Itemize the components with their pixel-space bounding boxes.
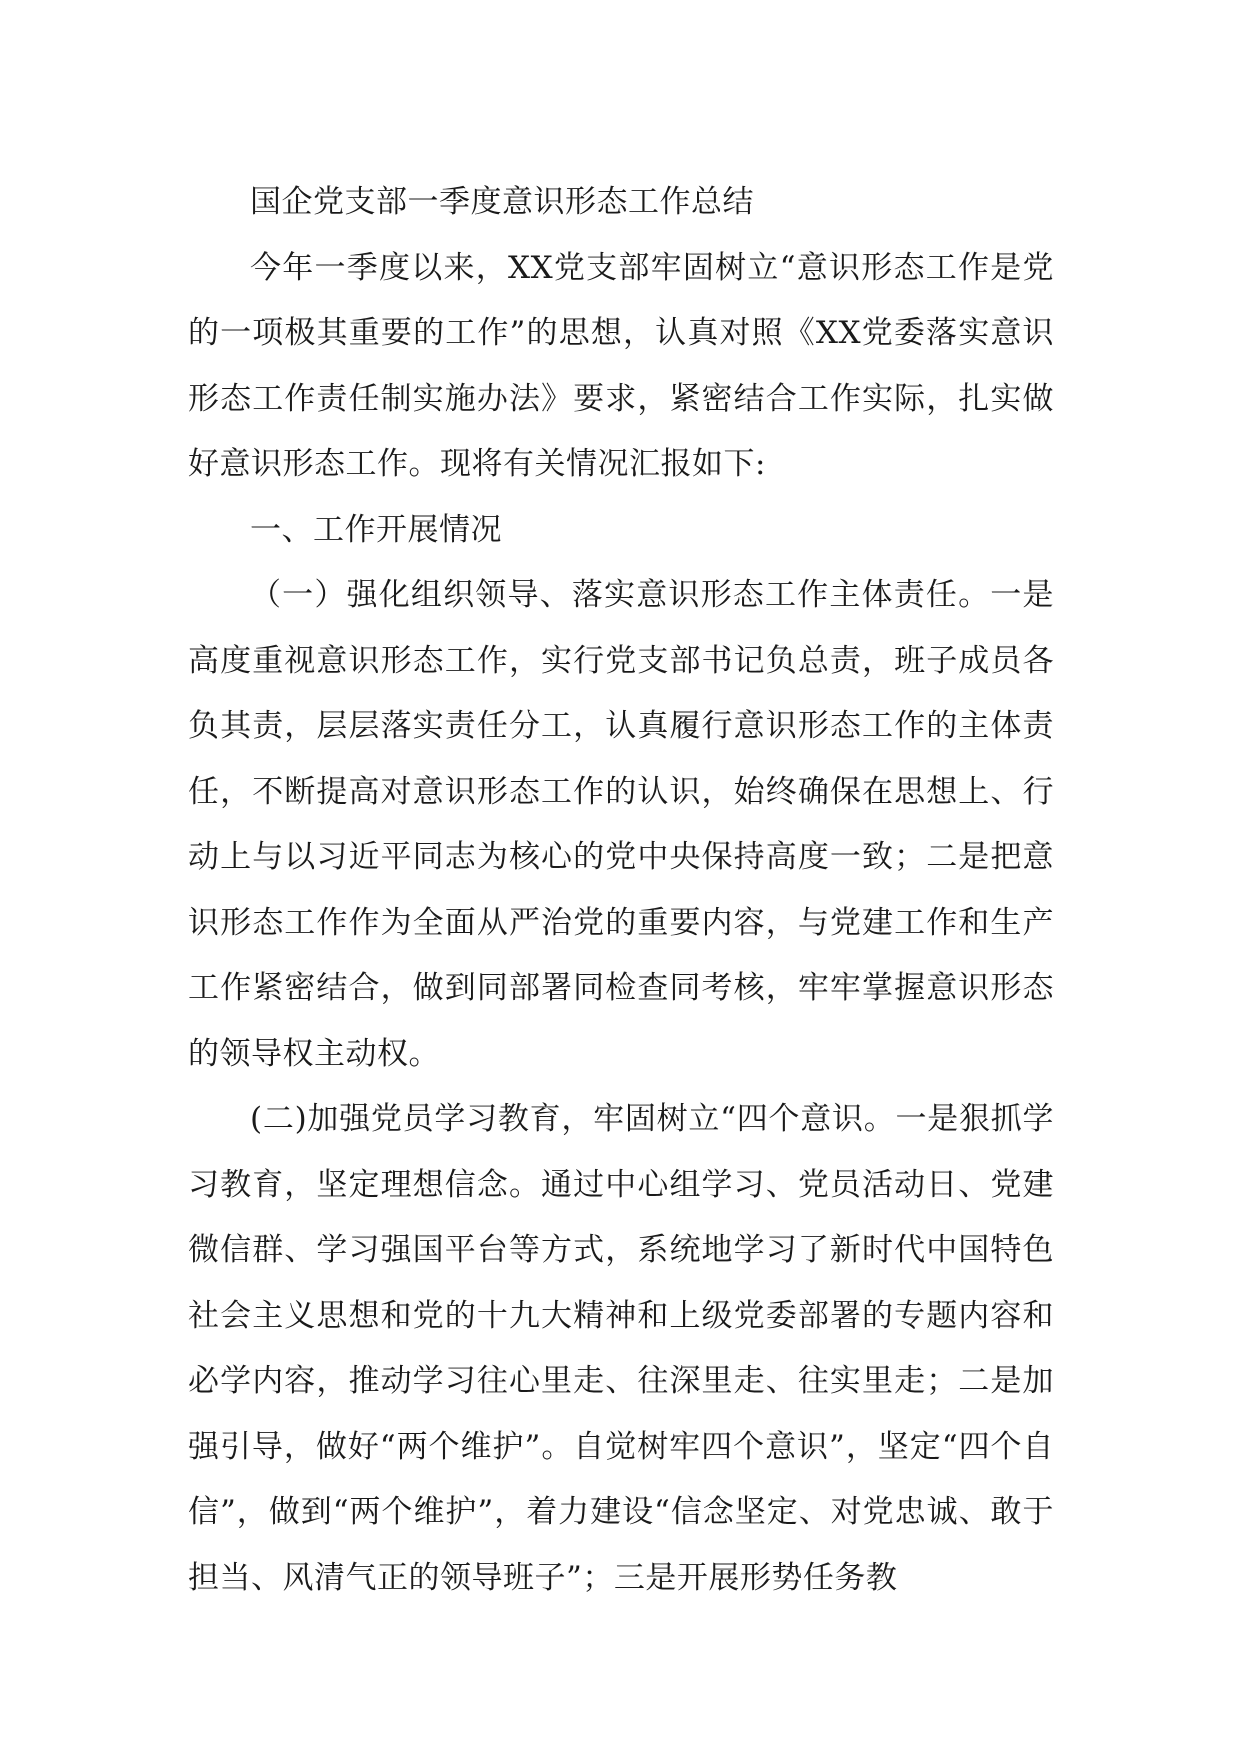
- intro-paragraph: 今年一季度以来，XX党支部牢固树立“意识形态工作是党的一项极其重要的工作”的思想，认真对照《XX党委落实意识形态工作责任制实施办法》要求，紧密结合工作实际，扎实做好意识形态工作。现将有关情况汇报如下:: [188, 249, 1054, 482]
- document-body: [188, 170, 1054, 1611]
- body-paragraph-1: （一）强化组织领导、落实意识形态工作主体责任。一是高度重视意识形态工作，实行党支部书记负总责，班子成员各负其责，层层落实责任分工，认真履行意识形态工作的主体责任，不断提高对意识形态工作的认识，始终确保在思想上、行动上与以习近平同志为核心的党中央保持高度一致；二是把意识形态工作作为全面从严治党的重要内容，与党建工作和生产工作紧密结合，做到同部署同检查同考核，牢牢掌握意识形态的领导权主动权。: [188, 577, 1054, 1072]
- body-paragraph-2: (二)加强党员学习教育，牢固树立“四个意识。一是狠抓学习教育，坚定理想信念。通过中心组学习、党员活动日、党建微信群、学习强国平台等方式，系统地学习了新时代中国特色社会主义思想和党的十九大精神和上级党委部署的专题内容和必学内容，推动学习往心里走、往深里走、往实里走；二是加强引导，做好“两个维护”。自觉树牢四个意识”，坚定“四个自信”，做到“两个维护”，着力建设“信念坚定、对党忠诚、敢于担当、风清气正的领导班子”；三是开展形势任务教: [188, 1101, 1054, 1596]
- section-heading: 一、工作开展情况: [250, 511, 502, 548]
- document-title: 国企党支部一季度意识形态工作总结: [250, 184, 754, 220]
